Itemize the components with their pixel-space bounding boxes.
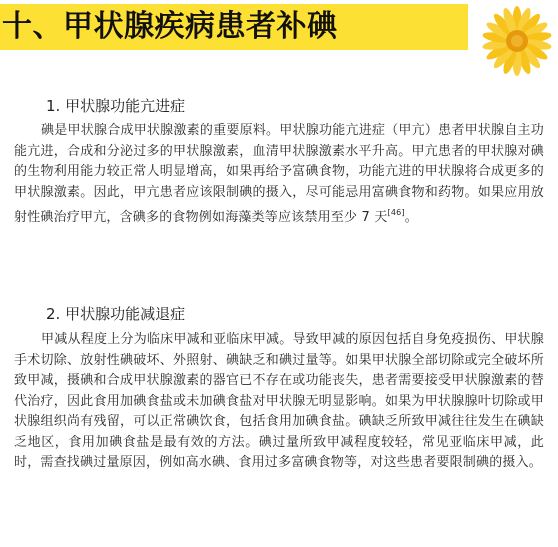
paragraph-text: 甲减从程度上分为临床甲减和亚临床甲减。导致甲减的原因包括自身免疫损伤、甲状腺手术切除、放射性碘破坏、外照射、碘缺乏和碘过量等。如果甲状腺全部切除或完全破坏所致甲减，摄碘和合成甲状腺激素的器官已不存在或功能丧失，患者需要接受甲状腺激素的替代治疗，因此食用加碘食盐或未加碘食盐对甲状腺无明显影响。如果为甲状腺腺叶切除或甲状腺组织尚有残留，可以正常碘饮食，包括食用加碘食盐。碘缺乏所致甲减往往发生在碘缺乏地区，食用加碘食盐是最有效的方法。碘过量所致甲减程度较轻，常见亚临床甲减，此时，需查找碘过量原因，例如高水碘、食用过多富碘食物等，对这些患者要限制碘的摄入。 — [14, 332, 544, 470]
citation-ref: [46] — [387, 208, 405, 217]
paragraph-text: 碘是甲状腺合成甲状腺激素的重要原料。甲状腺功能亢进症（甲亢）患者甲状腺自主功能亢进，合成和分泌过多的甲状腺激素，血清甲状腺激素水平升高。甲亢患者的甲状腺对碘的生物利用能力较正常人明显增高，如果再给予富碘食物，功能亢进的甲状腺将合成更多的甲状腺激素。因此，甲亢患者应该限制碘的摄入，尽可能忌用富碘食物和药物。如果应用放射性碘治疗甲亢，含碘多的食物例如海藻类等应该禁用至少 7 天 — [14, 123, 544, 225]
sunflower-icon — [476, 0, 558, 82]
title-banner — [0, 4, 468, 50]
paragraph-hyperthyroidism — [14, 121, 544, 229]
section-heading-hyperthyroidism: 1. 甲状腺功能亢进症 — [46, 97, 186, 115]
paragraph-hypothyroidism — [14, 330, 544, 474]
paragraph-end: 。 — [404, 210, 418, 225]
page-title: 十、甲状腺疾病患者补碘 — [2, 9, 338, 44]
section-heading-hypothyroidism: 2. 甲状腺功能减退症 — [46, 305, 186, 323]
